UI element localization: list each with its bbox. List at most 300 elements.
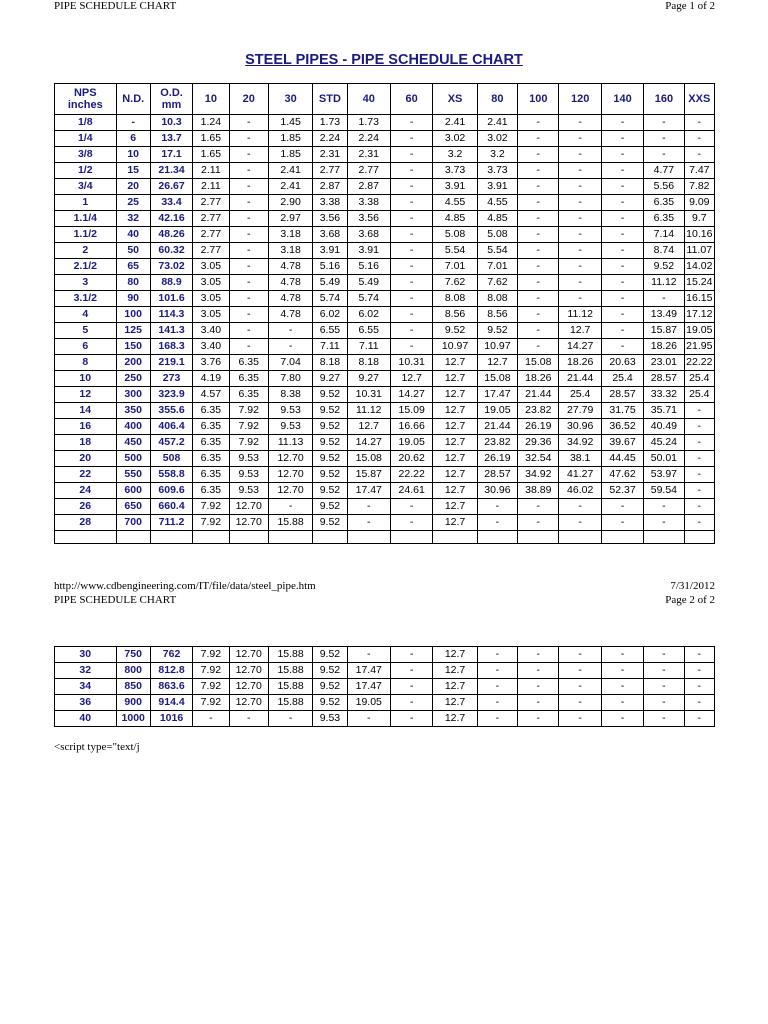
table-cell: 609.6 [150, 483, 192, 499]
table-cell: 406.4 [150, 419, 192, 435]
table-cell: - [644, 647, 684, 663]
table-cell: 125 [116, 323, 150, 339]
table-cell: 26 [55, 499, 117, 515]
table-cell: 12.70 [229, 663, 268, 679]
table-cell: - [390, 195, 432, 211]
table-cell: 16.66 [390, 419, 432, 435]
table-cell: 50.01 [644, 451, 684, 467]
table-cell: 10 [55, 371, 117, 387]
table-cell: 12.7 [559, 323, 601, 339]
table-cell: 3.68 [347, 227, 390, 243]
table-cell: - [644, 499, 684, 515]
table-cell: 19.05 [477, 403, 517, 419]
table-cell: 36 [55, 695, 117, 711]
table-cell: 8.08 [477, 291, 517, 307]
table-cell: 40 [116, 227, 150, 243]
table-cell: 9.52 [313, 499, 347, 515]
table-cell: - [601, 163, 643, 179]
table-cell: 21.95 [684, 339, 714, 355]
table-cell: 6.35 [193, 483, 229, 499]
table-cell: 6.55 [313, 323, 347, 339]
table-row [55, 179, 715, 195]
table-cell: 11.13 [268, 435, 312, 451]
table-cell: 21.34 [150, 163, 192, 179]
table-cell [477, 531, 517, 544]
table-cell: 22.22 [390, 467, 432, 483]
column-header: NPS inches [55, 84, 117, 115]
column-header: 40 [347, 84, 390, 115]
table-cell: 1.24 [193, 115, 229, 131]
table-cell: 300 [116, 387, 150, 403]
table-cell: 1016 [150, 711, 192, 727]
table-cell: 5.16 [347, 259, 390, 275]
table-cell: 18 [55, 435, 117, 451]
table-row [55, 211, 715, 227]
table-cell: - [601, 259, 643, 275]
table-cell: 7.92 [229, 403, 268, 419]
table-cell: 32.54 [518, 451, 559, 467]
table-cell: 4.85 [477, 211, 517, 227]
table-cell: - [601, 499, 643, 515]
column-header: 140 [601, 84, 643, 115]
table-cell: 22 [55, 467, 117, 483]
table-cell: 450 [116, 435, 150, 451]
table-cell: 3.18 [268, 243, 312, 259]
table-cell: 90 [116, 291, 150, 307]
table-cell: 14 [55, 403, 117, 419]
table-cell: 10 [116, 147, 150, 163]
table-cell: 273 [150, 371, 192, 387]
table-cell: 762 [150, 647, 192, 663]
table-cell: - [518, 275, 559, 291]
table-cell: 3.02 [477, 131, 517, 147]
table-cell: - [559, 195, 601, 211]
table-cell: 2.24 [347, 131, 390, 147]
table-cell: - [229, 259, 268, 275]
table-cell [518, 531, 559, 544]
table-cell: 750 [116, 647, 150, 663]
table-cell: 2.41 [268, 163, 312, 179]
table-cell: 9.53 [229, 483, 268, 499]
table-cell: 350 [116, 403, 150, 419]
table-cell: 150 [116, 339, 150, 355]
table-cell: - [601, 131, 643, 147]
table-cell: 3.05 [193, 259, 229, 275]
table-cell: 38.89 [518, 483, 559, 499]
table-cell: - [347, 499, 390, 515]
table-cell: - [390, 339, 432, 355]
table-cell: 15 [116, 163, 150, 179]
table-cell: 2.24 [313, 131, 347, 147]
table-cell: 3.56 [313, 211, 347, 227]
table-row [55, 483, 715, 499]
table-cell: 19.05 [390, 435, 432, 451]
table-cell: - [229, 179, 268, 195]
table-cell: 73.02 [150, 259, 192, 275]
table-cell: - [390, 647, 432, 663]
table-cell: 21.44 [559, 371, 601, 387]
table-cell: 17.47 [347, 663, 390, 679]
table-cell: 12.70 [268, 451, 312, 467]
table-cell: 11.12 [347, 403, 390, 419]
table-cell [229, 531, 268, 544]
table-cell: 3.38 [347, 195, 390, 211]
column-header: STD [313, 84, 347, 115]
table-cell: 3.05 [193, 275, 229, 291]
table-cell: - [229, 339, 268, 355]
table-cell: 80 [116, 275, 150, 291]
table-cell: - [518, 291, 559, 307]
table-cell: 9.27 [313, 371, 347, 387]
table-cell: - [268, 339, 312, 355]
table-cell: 7.80 [268, 371, 312, 387]
table-cell: 29.36 [518, 435, 559, 451]
table-cell: 12.7 [477, 355, 517, 371]
table-cell: 12.7 [433, 515, 477, 531]
table-cell: 2.41 [433, 115, 477, 131]
table-cell: 141.3 [150, 323, 192, 339]
page1-header-right: Page 1 of 2 [665, 0, 715, 12]
table-cell: 9.52 [313, 515, 347, 531]
table-cell: 6.35 [644, 211, 684, 227]
table-cell: 6.35 [193, 403, 229, 419]
table-cell: 1.65 [193, 131, 229, 147]
table-cell: 40 [55, 711, 117, 727]
table-cell: - [601, 147, 643, 163]
pipe-schedule-table [54, 83, 715, 544]
table-cell: - [684, 663, 714, 679]
table-cell: 28.57 [644, 371, 684, 387]
table-cell: 7.92 [229, 419, 268, 435]
table-cell: 10.31 [390, 355, 432, 371]
table-cell: 6.35 [229, 387, 268, 403]
table-cell: 10.97 [477, 339, 517, 355]
table-cell: - [229, 163, 268, 179]
table-cell: 12.7 [347, 419, 390, 435]
table-cell: 12.7 [433, 371, 477, 387]
table-cell [601, 531, 643, 544]
table-cell: 15.87 [347, 467, 390, 483]
table-cell: 16 [55, 419, 117, 435]
table-cell: 4.57 [193, 387, 229, 403]
table-cell: 4.55 [477, 195, 517, 211]
table-cell: 21.44 [518, 387, 559, 403]
table-row [55, 663, 715, 679]
table-cell: - [644, 711, 684, 727]
table-cell: 2.31 [347, 147, 390, 163]
table-cell: 558.8 [150, 467, 192, 483]
table-cell: - [518, 115, 559, 131]
table-cell: 1000 [116, 711, 150, 727]
table-cell: - [518, 163, 559, 179]
footer-date: 7/31/2012 [670, 580, 715, 592]
table-cell: - [559, 679, 601, 695]
table-cell: 31.75 [601, 403, 643, 419]
table-cell: - [477, 647, 517, 663]
table-cell: 28.57 [477, 467, 517, 483]
table-cell: 7.82 [684, 179, 714, 195]
table-row [55, 679, 715, 695]
table-cell: 44.45 [601, 451, 643, 467]
table-cell: - [684, 499, 714, 515]
table-cell: - [518, 679, 559, 695]
table-cell: 9.53 [229, 451, 268, 467]
table-cell: 12.7 [433, 483, 477, 499]
table-cell: 650 [116, 499, 150, 515]
table-cell: 12.70 [229, 647, 268, 663]
table-cell: 3.76 [193, 355, 229, 371]
table-cell: 17.1 [150, 147, 192, 163]
table-cell: 9.52 [313, 483, 347, 499]
table-cell: - [347, 515, 390, 531]
empty-row [55, 531, 715, 544]
table-cell: - [390, 695, 432, 711]
pipe-schedule-table-continued [54, 646, 715, 727]
table-cell: 12.70 [268, 483, 312, 499]
table-cell: 88.9 [150, 275, 192, 291]
table-cell: 2.11 [193, 179, 229, 195]
table-cell: 3.2 [433, 147, 477, 163]
table-cell: 200 [116, 355, 150, 371]
table-cell: 3.91 [347, 243, 390, 259]
table-cell: 9.52 [313, 435, 347, 451]
table-cell: 2.77 [193, 195, 229, 211]
table-cell: 800 [116, 663, 150, 679]
table-cell: 7.92 [193, 515, 229, 531]
table-cell: 12.7 [433, 355, 477, 371]
table-cell [644, 531, 684, 544]
table-cell: - [601, 275, 643, 291]
table-cell: 42.16 [150, 211, 192, 227]
column-header: XS [433, 84, 477, 115]
table-cell: 114.3 [150, 307, 192, 323]
table-cell [559, 531, 601, 544]
table-cell: 2.41 [477, 115, 517, 131]
table-cell: 1 [55, 195, 117, 211]
table-cell: 5.56 [644, 179, 684, 195]
table-cell: 15.24 [684, 275, 714, 291]
table-cell: 52.37 [601, 483, 643, 499]
table-row [55, 163, 715, 179]
table-cell: - [684, 403, 714, 419]
table-cell: 34.92 [559, 435, 601, 451]
table-cell: - [268, 711, 312, 727]
table-cell: 20.62 [390, 451, 432, 467]
table-cell: 11.12 [644, 275, 684, 291]
column-header: XXS [684, 84, 714, 115]
table-cell: - [229, 195, 268, 211]
table-cell: - [559, 163, 601, 179]
table-cell: - [684, 711, 714, 727]
table-cell: - [559, 291, 601, 307]
table-cell: 32 [116, 211, 150, 227]
table-cell: 4.78 [268, 275, 312, 291]
table-cell: - [518, 711, 559, 727]
table-cell: - [229, 275, 268, 291]
table-cell: - [644, 131, 684, 147]
table-cell: 34.92 [518, 467, 559, 483]
table-cell: 2.41 [268, 179, 312, 195]
table-cell: - [559, 131, 601, 147]
table-cell: 9.52 [313, 419, 347, 435]
table-cell: - [518, 695, 559, 711]
table-cell: - [229, 711, 268, 727]
table-cell: 711.2 [150, 515, 192, 531]
table-cell: - [559, 647, 601, 663]
footer-url[interactable]: http://www.cdbengineering.com/IT/file/data/steel_pipe.htm [54, 580, 316, 592]
table-cell: 17.47 [347, 679, 390, 695]
table-cell: - [684, 147, 714, 163]
table-cell: 25.4 [559, 387, 601, 403]
table-cell: 13.49 [644, 307, 684, 323]
table-cell: - [518, 147, 559, 163]
table-cell: 1/2 [55, 163, 117, 179]
table-cell: - [518, 179, 559, 195]
table-cell: 4.77 [644, 163, 684, 179]
table-cell: 20.63 [601, 355, 643, 371]
table-cell: 3.73 [477, 163, 517, 179]
table-cell: - [518, 663, 559, 679]
table-cell: 33.4 [150, 195, 192, 211]
table-cell: 19.05 [684, 323, 714, 339]
table-cell: 26.67 [150, 179, 192, 195]
table-row [55, 291, 715, 307]
table-cell: 1.85 [268, 147, 312, 163]
table-cell: - [229, 147, 268, 163]
table-cell: 23.82 [518, 403, 559, 419]
table-cell: 9.52 [313, 403, 347, 419]
table-cell: 6.55 [347, 323, 390, 339]
table-cell: - [193, 711, 229, 727]
table-cell: 15.88 [268, 695, 312, 711]
table-cell: - [390, 663, 432, 679]
table-cell: 9.52 [313, 679, 347, 695]
table-cell: 168.3 [150, 339, 192, 355]
table-cell: 1.73 [347, 115, 390, 131]
table-cell: - [518, 515, 559, 531]
table-cell: 6.02 [313, 307, 347, 323]
table-cell: 15.08 [477, 371, 517, 387]
table-cell: 12 [55, 387, 117, 403]
table-cell: 2.11 [193, 163, 229, 179]
table-row [55, 711, 715, 727]
table-cell: 8.56 [477, 307, 517, 323]
table-cell: 32 [55, 663, 117, 679]
table-cell: 12.70 [229, 499, 268, 515]
table-cell: 12.7 [433, 387, 477, 403]
table-cell: 500 [116, 451, 150, 467]
table-cell: 53.97 [644, 467, 684, 483]
table-cell: 9.52 [644, 259, 684, 275]
table-cell: 30.96 [559, 419, 601, 435]
table-cell: - [684, 467, 714, 483]
table-cell: 1/8 [55, 115, 117, 131]
table-cell: 13.7 [150, 131, 192, 147]
table-cell: 9.52 [313, 663, 347, 679]
table-cell: 7.92 [193, 663, 229, 679]
table-cell: 3/4 [55, 179, 117, 195]
table-cell: 8.08 [433, 291, 477, 307]
column-header: 30 [268, 84, 312, 115]
table-cell: 19.05 [347, 695, 390, 711]
table-cell: - [518, 259, 559, 275]
table-cell: 34 [55, 679, 117, 695]
table-cell: 5.08 [433, 227, 477, 243]
trailing-script-text: <script type="text/j [54, 741, 140, 753]
table-cell: 12.70 [229, 679, 268, 695]
table-cell: 9.27 [347, 371, 390, 387]
table-cell: - [559, 115, 601, 131]
table-cell: - [684, 483, 714, 499]
table-cell: - [518, 339, 559, 355]
table-cell: 17.47 [477, 387, 517, 403]
table-cell: 25.4 [684, 371, 714, 387]
table-cell: - [601, 307, 643, 323]
table-cell: - [559, 663, 601, 679]
table-cell: 9.09 [684, 195, 714, 211]
table-cell: 8.18 [313, 355, 347, 371]
table-cell: 4.78 [268, 259, 312, 275]
table-cell: 3.91 [313, 243, 347, 259]
table-row [55, 499, 715, 515]
table-cell: 11.07 [684, 243, 714, 259]
table-cell: - [684, 647, 714, 663]
table-cell: 48.26 [150, 227, 192, 243]
table-cell: 3.38 [313, 195, 347, 211]
column-header: 60 [390, 84, 432, 115]
table-cell: 7.11 [313, 339, 347, 355]
table-cell: 2.77 [313, 163, 347, 179]
table-cell: 24.61 [390, 483, 432, 499]
table-cell: 20 [116, 179, 150, 195]
table-row [55, 243, 715, 259]
table-cell: 5.74 [347, 291, 390, 307]
table-cell [684, 531, 714, 544]
table-cell: 10.16 [684, 227, 714, 243]
table-cell: 15.88 [268, 515, 312, 531]
table-cell: 23.01 [644, 355, 684, 371]
table-row [55, 419, 715, 435]
table-row [55, 467, 715, 483]
table-cell: - [601, 711, 643, 727]
table-cell: 4.55 [433, 195, 477, 211]
table-cell: 47.62 [601, 467, 643, 483]
table-cell: 7.01 [477, 259, 517, 275]
table-cell: 1.1/4 [55, 211, 117, 227]
table-cell: 50 [116, 243, 150, 259]
table-cell: - [390, 307, 432, 323]
table-cell: 1.45 [268, 115, 312, 131]
table-cell: 65 [116, 259, 150, 275]
table-cell [55, 531, 117, 544]
table-cell: - [390, 515, 432, 531]
table-cell: 12.70 [268, 467, 312, 483]
table-cell: - [390, 499, 432, 515]
table-cell: 3.73 [433, 163, 477, 179]
table-cell: 7.92 [193, 647, 229, 663]
table-cell: 3.02 [433, 131, 477, 147]
table-cell [116, 531, 150, 544]
table-row [55, 195, 715, 211]
table-cell: - [390, 243, 432, 259]
table-cell: - [390, 179, 432, 195]
table-cell: - [644, 679, 684, 695]
table-cell: 12.7 [433, 419, 477, 435]
table-cell: 12.7 [433, 435, 477, 451]
table-cell: - [559, 499, 601, 515]
table-cell: - [559, 147, 601, 163]
table-cell: 5 [55, 323, 117, 339]
